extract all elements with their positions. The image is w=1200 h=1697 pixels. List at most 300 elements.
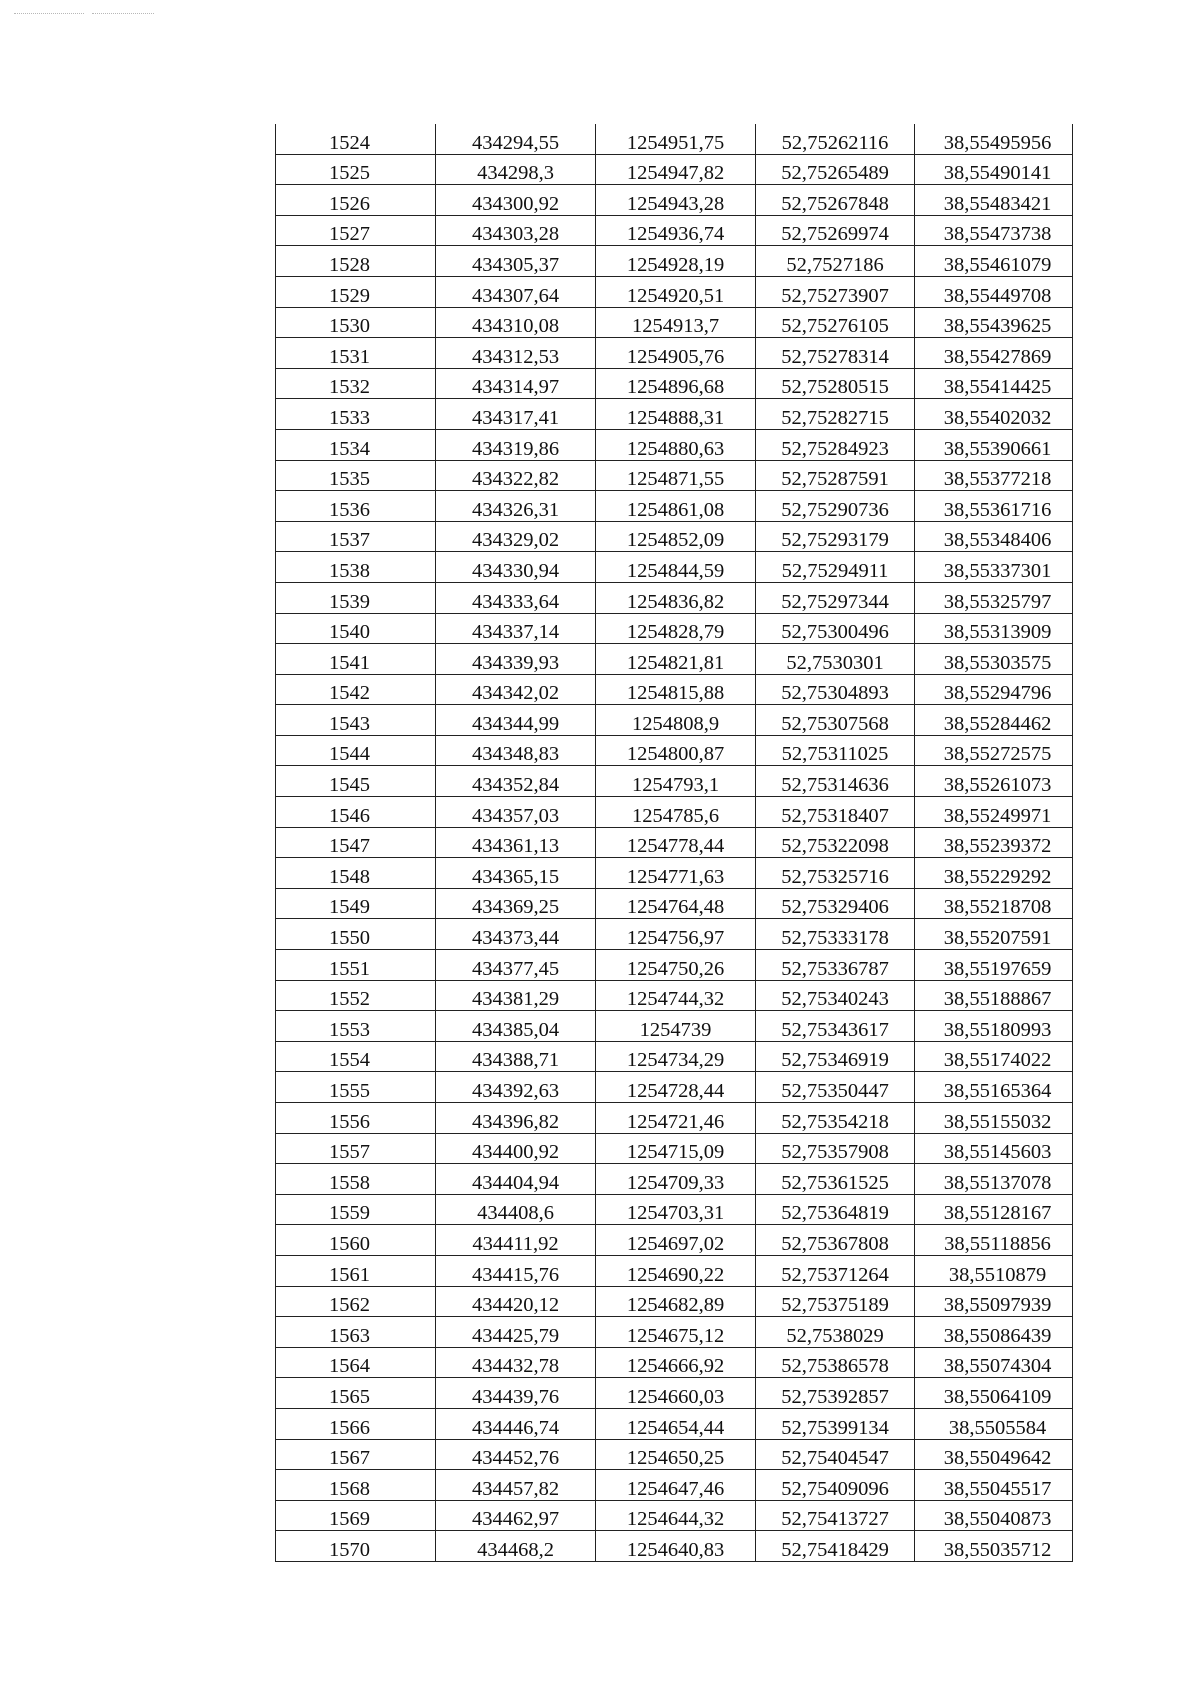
point-number-cell: [276, 460, 436, 491]
cell-text: 38,55097939: [943, 1294, 1052, 1317]
latitude-cell: [756, 705, 915, 736]
y-coordinate-cell: [596, 276, 756, 307]
x-coordinate-cell: [436, 674, 596, 705]
point-number-cell: [276, 1317, 436, 1348]
longitude-cell: [915, 552, 1073, 583]
cell-text: 52,75293179: [781, 529, 889, 552]
cell-text: 1540: [329, 621, 370, 644]
cell-text: 1254778,44: [626, 835, 725, 858]
cell-text: 1254844,59: [626, 559, 725, 582]
cell-text: 1254666,92: [626, 1355, 725, 1378]
cell-text: 434337,14: [471, 621, 560, 644]
latitude-cell: [756, 766, 915, 797]
cell-text: 1562: [329, 1294, 370, 1317]
latitude-cell: [756, 827, 915, 858]
longitude-cell: [915, 399, 1073, 430]
point-number-cell: [276, 1041, 436, 1072]
x-coordinate-cell: [436, 766, 596, 797]
cell-text: 52,75273907: [781, 284, 889, 307]
cell-text: 38,55074304: [943, 1355, 1052, 1378]
table-row: [276, 1194, 1073, 1225]
cell-text: 434305,37: [471, 253, 560, 276]
table-row: [276, 215, 1073, 246]
point-number-cell: [276, 674, 436, 705]
cell-text: 52,75333178: [781, 927, 889, 950]
cell-text: 38,55427869: [943, 345, 1052, 368]
longitude-cell: [915, 950, 1073, 981]
cell-text: 1254943,28: [626, 192, 725, 215]
cell-text: 38,55145603: [943, 1141, 1052, 1164]
y-coordinate-cell: [596, 552, 756, 583]
y-coordinate-cell: [596, 338, 756, 369]
table-row: [276, 1286, 1073, 1317]
cell-text: 1254852,09: [626, 529, 725, 552]
cell-text: 52,75329406: [781, 896, 889, 919]
latitude-cell: [756, 674, 915, 705]
latitude-cell: [756, 797, 915, 828]
longitude-cell: [915, 705, 1073, 736]
y-coordinate-cell: [596, 1041, 756, 1072]
x-coordinate-cell: [436, 1317, 596, 1348]
cell-text: 434319,86: [471, 437, 560, 460]
point-number-cell: [276, 919, 436, 950]
cell-text: 434457,82: [471, 1477, 560, 1500]
table-row: [276, 1317, 1073, 1348]
cell-text: 434452,76: [471, 1447, 560, 1470]
y-coordinate-cell: [596, 1470, 756, 1501]
x-coordinate-cell: [436, 827, 596, 858]
latitude-cell: [756, 1225, 915, 1256]
point-number-cell: [276, 827, 436, 858]
y-coordinate-cell: [596, 858, 756, 889]
x-coordinate-cell: [436, 1531, 596, 1562]
cell-text: 1254880,63: [626, 437, 725, 460]
table-row: [276, 1408, 1073, 1439]
table-row: [276, 1378, 1073, 1409]
table-row: [276, 919, 1073, 950]
table-row: [276, 613, 1073, 644]
point-number-cell: [276, 154, 436, 185]
cell-text: 52,75325716: [781, 865, 889, 888]
point-number-cell: [276, 888, 436, 919]
cell-text: 38,55439625: [943, 315, 1052, 338]
cell-text: 1254644,32: [626, 1508, 725, 1531]
longitude-cell: [915, 429, 1073, 460]
cell-text: 434373,44: [471, 927, 560, 950]
cell-text: 1533: [329, 406, 370, 429]
cell-text: 434381,29: [471, 988, 560, 1011]
latitude-cell: [756, 521, 915, 552]
latitude-cell: [756, 124, 915, 154]
longitude-cell: [915, 644, 1073, 675]
table-row: [276, 460, 1073, 491]
x-coordinate-cell: [436, 1133, 596, 1164]
y-coordinate-cell: [596, 1133, 756, 1164]
cell-text: 1543: [329, 712, 370, 735]
y-coordinate-cell: [596, 674, 756, 705]
point-number-cell: [276, 491, 436, 522]
longitude-cell: [915, 735, 1073, 766]
x-coordinate-cell: [436, 399, 596, 430]
cell-text: 1254660,03: [626, 1385, 725, 1408]
cell-text: 434303,28: [471, 223, 560, 246]
table-row: [276, 1133, 1073, 1164]
x-coordinate-cell: [436, 1103, 596, 1134]
cell-text: 1254750,26: [626, 957, 725, 980]
x-coordinate-cell: [436, 950, 596, 981]
point-number-cell: [276, 1531, 436, 1562]
cell-text: 1254703,31: [626, 1202, 725, 1225]
cell-text: 434348,83: [471, 743, 560, 766]
point-number-cell: [276, 1470, 436, 1501]
longitude-cell: [915, 1041, 1073, 1072]
x-coordinate-cell: [436, 552, 596, 583]
latitude-cell: [756, 429, 915, 460]
cell-text: 52,75276105: [781, 315, 889, 338]
point-number-cell: [276, 582, 436, 613]
cell-text: 52,75262116: [781, 131, 889, 154]
latitude-cell: [756, 215, 915, 246]
point-number-cell: [276, 1072, 436, 1103]
latitude-cell: [756, 644, 915, 675]
latitude-cell: [756, 888, 915, 919]
y-coordinate-cell: [596, 644, 756, 675]
cell-text: 434396,82: [471, 1110, 560, 1133]
cell-text: 434326,31: [471, 498, 560, 521]
longitude-cell: [915, 674, 1073, 705]
latitude-cell: [756, 950, 915, 981]
cell-text: 1254715,09: [626, 1141, 725, 1164]
y-coordinate-cell: [596, 613, 756, 644]
cell-text: 434439,76: [471, 1385, 560, 1408]
y-coordinate-cell: [596, 1011, 756, 1042]
cell-text: 52,75287591: [781, 468, 889, 491]
cell-text: 434392,63: [471, 1080, 560, 1102]
y-coordinate-cell: [596, 154, 756, 185]
point-number-cell: [276, 1439, 436, 1470]
y-coordinate-cell: [596, 1439, 756, 1470]
x-coordinate-cell: [436, 276, 596, 307]
x-coordinate-cell: [436, 215, 596, 246]
cell-text: 1254888,31: [626, 406, 725, 429]
cell-text: 38,55361716: [943, 498, 1052, 521]
cell-text: 38,55049642: [943, 1447, 1052, 1470]
cell-text: 1539: [329, 590, 370, 613]
cell-text: 38,55390661: [943, 437, 1052, 460]
cell-text: 434446,74: [471, 1416, 560, 1439]
cell-text: 38,55174022: [943, 1049, 1052, 1072]
cell-text: 1570: [329, 1538, 370, 1561]
point-number-cell: [276, 124, 436, 154]
cell-text: 1544: [329, 743, 370, 766]
latitude-cell: [756, 858, 915, 889]
cell-text: 434377,45: [471, 957, 560, 980]
y-coordinate-cell: [596, 888, 756, 919]
point-number-cell: [276, 1255, 436, 1286]
point-number-cell: [276, 644, 436, 675]
point-number-cell: [276, 1347, 436, 1378]
table-row: [276, 766, 1073, 797]
y-coordinate-cell: [596, 705, 756, 736]
latitude-cell: [756, 491, 915, 522]
cell-text: 1561: [329, 1263, 370, 1286]
x-coordinate-cell: [436, 307, 596, 338]
x-coordinate-cell: [436, 491, 596, 522]
table-row: [276, 1439, 1073, 1470]
table-row: [276, 582, 1073, 613]
point-number-cell: [276, 1133, 436, 1164]
latitude-cell: [756, 1072, 915, 1103]
longitude-cell: [915, 858, 1073, 889]
y-coordinate-cell: [596, 215, 756, 246]
point-number-cell: [276, 735, 436, 766]
cell-text: 1547: [329, 835, 370, 858]
cell-text: 1254640,83: [626, 1538, 725, 1561]
x-coordinate-cell: [436, 1408, 596, 1439]
y-coordinate-cell: [596, 797, 756, 828]
point-number-cell: [276, 399, 436, 430]
x-coordinate-cell: [436, 919, 596, 950]
table-row: [276, 276, 1073, 307]
latitude-cell: [756, 307, 915, 338]
cell-text: 434307,64: [471, 284, 560, 307]
cell-text: 52,75350447: [781, 1080, 889, 1102]
x-coordinate-cell: [436, 1164, 596, 1195]
latitude-cell: [756, 735, 915, 766]
x-coordinate-cell: [436, 1194, 596, 1225]
latitude-cell: [756, 1133, 915, 1164]
point-number-cell: [276, 338, 436, 369]
x-coordinate-cell: [436, 1439, 596, 1470]
cell-text: 434411,92: [472, 1232, 559, 1255]
cell-text: 52,75265489: [781, 162, 889, 185]
x-coordinate-cell: [436, 1500, 596, 1531]
cell-text: 1560: [329, 1232, 370, 1255]
longitude-cell: [915, 246, 1073, 277]
table-row: [276, 246, 1073, 277]
longitude-cell: [915, 919, 1073, 950]
point-number-cell: [276, 1500, 436, 1531]
cell-text: 52,75322098: [781, 835, 889, 858]
longitude-cell: [915, 1317, 1073, 1348]
cell-text: 52,75367808: [781, 1232, 889, 1255]
y-coordinate-cell: [596, 766, 756, 797]
x-coordinate-cell: [436, 1072, 596, 1103]
cell-text: 1536: [329, 498, 370, 521]
table-row: [276, 1103, 1073, 1134]
latitude-cell: [756, 1470, 915, 1501]
table-row: [276, 1255, 1073, 1286]
latitude-cell: [756, 1103, 915, 1134]
y-coordinate-cell: [596, 1225, 756, 1256]
longitude-cell: [915, 307, 1073, 338]
y-coordinate-cell: [596, 827, 756, 858]
cell-text: 434310,08: [471, 315, 560, 338]
y-coordinate-cell: [596, 1378, 756, 1409]
longitude-cell: [915, 1500, 1073, 1531]
cell-text: 52,7530301: [786, 651, 884, 674]
table-row: [276, 429, 1073, 460]
cell-text: 38,55197659: [943, 957, 1052, 980]
cell-text: 1559: [329, 1202, 370, 1225]
cell-text: 38,5510879: [948, 1263, 1047, 1286]
x-coordinate-cell: [436, 858, 596, 889]
latitude-cell: [756, 919, 915, 950]
x-coordinate-cell: [436, 613, 596, 644]
cell-text: 38,55035712: [943, 1538, 1052, 1561]
cell-text: 1564: [329, 1355, 370, 1378]
cell-text: 1567: [329, 1447, 370, 1470]
x-coordinate-cell: [436, 429, 596, 460]
point-number-cell: [276, 1225, 436, 1256]
cell-text: 1254947,82: [626, 162, 725, 185]
longitude-cell: [915, 368, 1073, 399]
cell-text: 1525: [329, 162, 370, 185]
cell-text: 38,55040873: [943, 1508, 1052, 1531]
cell-text: 1254836,82: [626, 590, 725, 613]
point-number-cell: [276, 429, 436, 460]
cell-text: 52,75269974: [781, 223, 889, 246]
cell-text: 1254734,29: [626, 1049, 725, 1072]
latitude-cell: [756, 1041, 915, 1072]
cell-text: 434365,15: [471, 865, 560, 888]
x-coordinate-cell: [436, 124, 596, 154]
longitude-cell: [915, 1164, 1073, 1195]
longitude-cell: [915, 1072, 1073, 1103]
longitude-cell: [915, 491, 1073, 522]
cell-text: 52,75346919: [781, 1049, 889, 1072]
cell-text: 1526: [329, 192, 370, 215]
x-coordinate-cell: [436, 368, 596, 399]
latitude-cell: [756, 1286, 915, 1317]
y-coordinate-cell: [596, 1408, 756, 1439]
point-number-cell: [276, 307, 436, 338]
cell-text: 434432,78: [471, 1355, 560, 1378]
x-coordinate-cell: [436, 154, 596, 185]
table-row: [276, 491, 1073, 522]
longitude-cell: [915, 154, 1073, 185]
cell-text: 1565: [329, 1385, 370, 1408]
y-coordinate-cell: [596, 1103, 756, 1134]
x-coordinate-cell: [436, 1347, 596, 1378]
cell-text: 52,75278314: [781, 345, 889, 368]
cell-text: 38,55402032: [943, 406, 1052, 429]
cell-text: 1550: [329, 927, 370, 950]
x-coordinate-cell: [436, 980, 596, 1011]
cell-text: 38,55045517: [943, 1477, 1052, 1500]
y-coordinate-cell: [596, 1194, 756, 1225]
longitude-cell: [915, 1378, 1073, 1409]
cell-text: 38,55064109: [943, 1385, 1052, 1408]
x-coordinate-cell: [436, 1378, 596, 1409]
table-row: [276, 735, 1073, 766]
cell-text: 52,75409096: [781, 1477, 889, 1500]
longitude-cell: [915, 1133, 1073, 1164]
point-number-cell: [276, 185, 436, 216]
table-row: [276, 124, 1073, 154]
longitude-cell: [915, 1531, 1073, 1562]
cell-text: 1537: [329, 529, 370, 552]
cell-text: 1254682,89: [626, 1294, 725, 1317]
table-row: [276, 307, 1073, 338]
cell-text: 1254896,68: [626, 376, 725, 399]
cell-text: 1541: [329, 651, 370, 674]
longitude-cell: [915, 1194, 1073, 1225]
y-coordinate-cell: [596, 307, 756, 338]
cell-text: 1254913,7: [631, 315, 720, 338]
cell-text: 434400,92: [471, 1141, 560, 1164]
latitude-cell: [756, 1408, 915, 1439]
cell-text: 52,75297344: [781, 590, 889, 613]
cell-text: 434369,25: [471, 896, 560, 919]
cell-text: 52,75392857: [781, 1385, 889, 1408]
cell-text: 1254756,97: [626, 927, 725, 950]
table-row: [276, 552, 1073, 583]
cell-text: 38,55188867: [943, 988, 1052, 1011]
cell-text: 52,75404547: [781, 1447, 889, 1470]
y-coordinate-cell: [596, 521, 756, 552]
cell-text: 38,55294796: [943, 682, 1052, 705]
longitude-cell: [915, 1103, 1073, 1134]
cell-text: 1532: [329, 376, 370, 399]
x-coordinate-cell: [436, 460, 596, 491]
cell-text: 434425,79: [471, 1324, 560, 1347]
point-number-cell: [276, 950, 436, 981]
cell-text: 38,55128167: [943, 1202, 1052, 1225]
cell-text: 52,75343617: [781, 1018, 889, 1041]
cell-text: 434344,99: [471, 712, 560, 735]
table-row: [276, 1531, 1073, 1562]
latitude-cell: [756, 368, 915, 399]
cell-text: 434420,12: [471, 1294, 560, 1317]
point-number-cell: [276, 1103, 436, 1134]
cell-text: 1254728,44: [626, 1080, 725, 1102]
point-number-cell: [276, 858, 436, 889]
cell-text: 38,55155032: [943, 1110, 1052, 1133]
cell-text: 52,75280515: [781, 376, 889, 399]
cell-text: 1534: [329, 437, 370, 460]
cell-text: 1556: [329, 1110, 370, 1133]
cell-text: 38,55229292: [943, 865, 1052, 888]
cell-text: 52,75413727: [781, 1508, 889, 1531]
cell-text: 1529: [329, 284, 370, 307]
cell-text: 38,55325797: [943, 590, 1052, 613]
cell-text: 1552: [329, 988, 370, 1011]
cell-text: 1254675,12: [626, 1324, 725, 1347]
cell-text: 52,75340243: [781, 988, 889, 1011]
latitude-cell: [756, 185, 915, 216]
cell-text: 1254793,1: [631, 774, 720, 797]
point-number-cell: [276, 1011, 436, 1042]
cell-text: 1254771,63: [626, 865, 725, 888]
cell-text: 1554: [329, 1049, 370, 1072]
y-coordinate-cell: [596, 185, 756, 216]
table-row: [276, 644, 1073, 675]
cell-text: 434415,76: [471, 1263, 560, 1286]
point-number-cell: [276, 1408, 436, 1439]
cell-text: 1563: [329, 1324, 370, 1347]
table-row: [276, 1347, 1073, 1378]
cell-text: 38,55461079: [943, 253, 1052, 276]
cell-text: 38,55337301: [943, 559, 1052, 582]
cell-text: 52,75300496: [781, 621, 889, 644]
cell-text: 1545: [329, 774, 370, 797]
cell-text: 52,75418429: [781, 1538, 889, 1561]
longitude-cell: [915, 1470, 1073, 1501]
latitude-cell: [756, 552, 915, 583]
cell-text: 38,55165364: [943, 1080, 1052, 1102]
point-number-cell: [276, 276, 436, 307]
